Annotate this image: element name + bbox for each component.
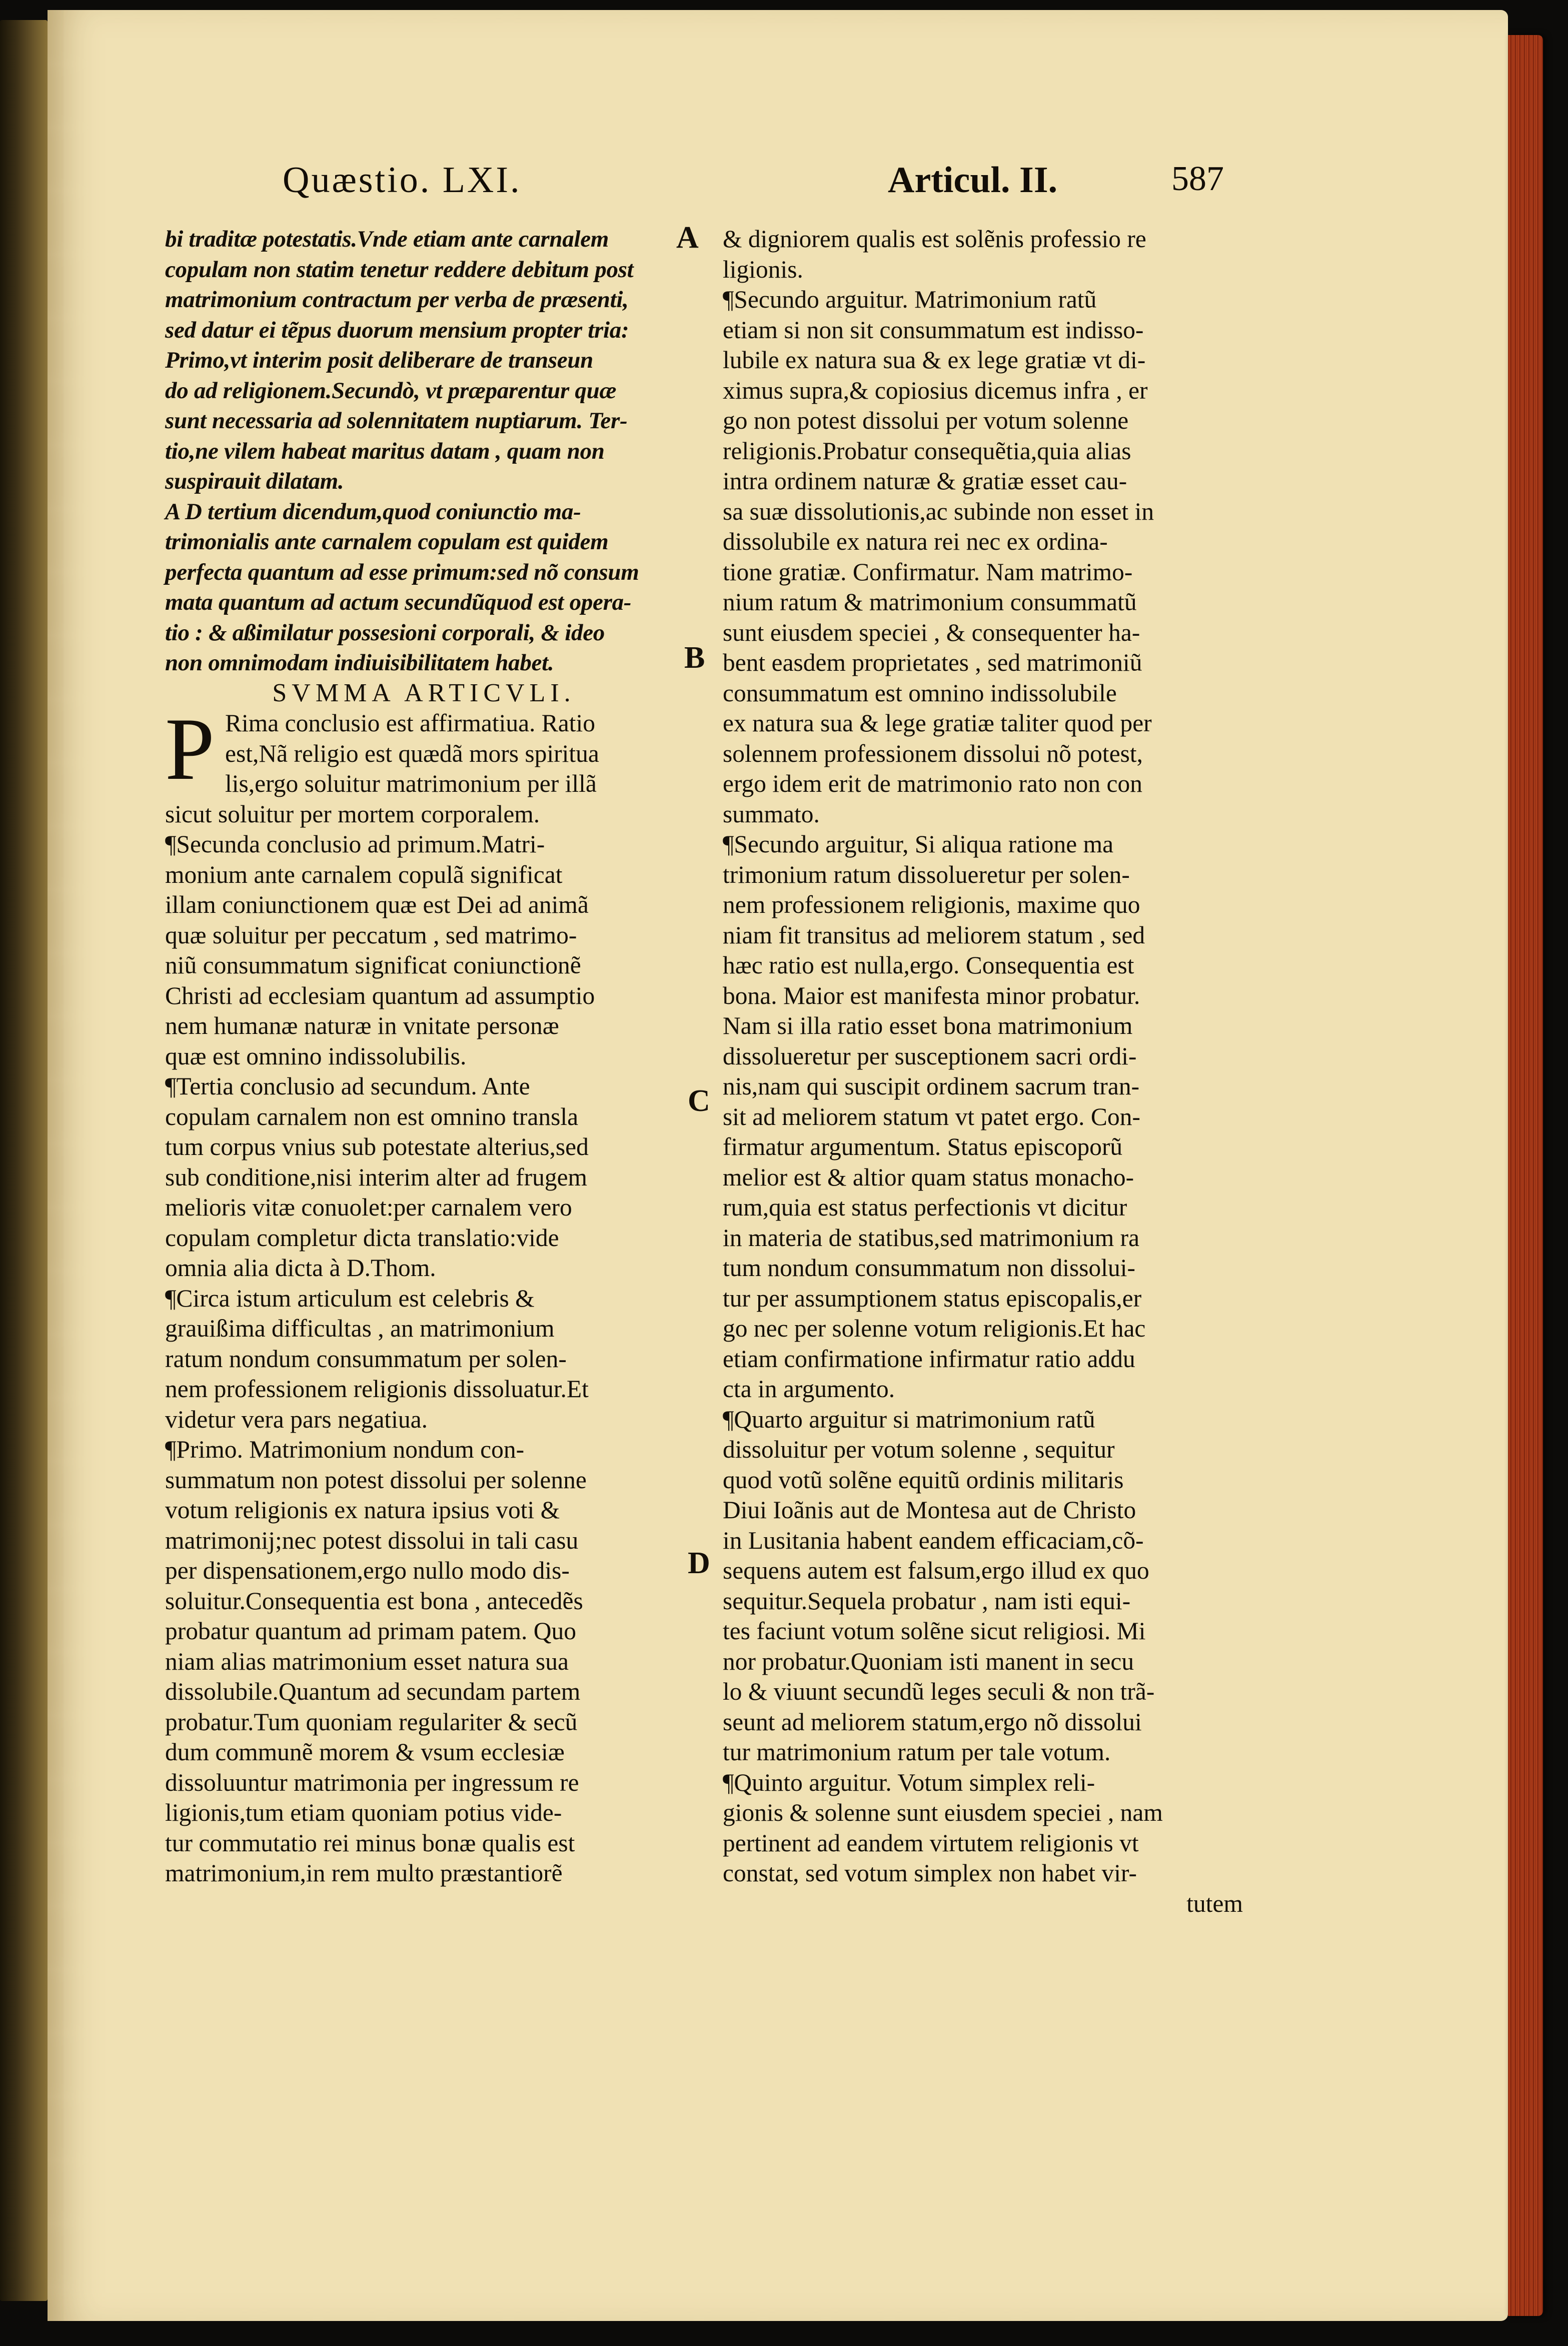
secundo-argument-paragraph-line: summato. <box>723 800 820 828</box>
secundo-alt-argument-paragraph-line: etiam confirmatione infirmatur ratio addu <box>723 1345 1135 1373</box>
ad-tertium-passage <box>165 497 683 678</box>
secundo-argument-paragraph-line: lubile ex natura sua & ex lege gratiæ vt di- <box>723 346 1146 374</box>
secundo-alt-argument-paragraph-line: rum,quia est status perfectionis vt dicitur <box>723 1194 1127 1221</box>
quarto-argument-paragraph-line: in Lusitania habent eandem efficaciam,cõ- <box>723 1526 1144 1554</box>
italic-passage-line: tio,ne vilem habeat maritus datam , quam non <box>165 438 605 464</box>
primo-argument-paragraph-line: ¶Primo. Matrimonium nondum con- <box>165 1436 525 1463</box>
primo-argument-paragraph-line: soluitur.Consequentia est bona , antecedẽs <box>165 1587 583 1615</box>
secundo-argument-paragraph-line: religionis.Probatur consequẽtia,quia alias <box>723 437 1131 465</box>
prima-lines-line: lis,ergo soluitur matrimonium per illã <box>225 770 597 797</box>
secunda-conclusio-paragraph-line: illam coniunctionem quæ est Dei ad animã <box>165 891 589 918</box>
quarto-argument-paragraph-line: tes faciunt votum solẽne sicut religiosi. Mi <box>723 1617 1146 1645</box>
secundo-alt-argument-paragraph-line: niam fit transitus ad meliorem statum , sed <box>723 921 1145 949</box>
secundo-alt-argument-paragraph-line: hæc ratio est nulla,ergo. Consequentia est <box>723 951 1134 979</box>
ad-tertium-passage-line: trimonialis ante carnalem copulam est quidem <box>165 529 609 555</box>
catchword: tutem <box>1186 1889 1243 1917</box>
primo-argument-paragraph <box>165 1435 683 1889</box>
margin-letter-a: A <box>676 221 699 255</box>
primo-argument-paragraph-line: dissolubile.Quantum ad secundam partem <box>165 1678 581 1705</box>
primo-argument-paragraph-line: probatur.Tum quoniam regulariter & secũ <box>165 1708 578 1736</box>
primo-argument-paragraph-line: votum religionis ex natura ipsius voti & <box>165 1496 560 1524</box>
italic-passage-line: matrimonium contractum per verba de præsenti, <box>165 287 629 313</box>
primo-argument-paragraph-line: dissoluuntur matrimonia per ingressum re <box>165 1768 579 1796</box>
primo-argument-paragraph-line: ligionis,tum etiam quoniam potius vide- <box>165 1799 562 1826</box>
prima-lines-line: est,Nã religio est quædã mors spiritua <box>225 739 599 767</box>
secundo-argument-paragraph-line: ex natura sua & lege gratiæ taliter quod per <box>723 709 1152 737</box>
circa-articulum-paragraph-line: nem professionem religionis dissoluatur.Et <box>165 1375 589 1403</box>
italic-passage-line: bi traditæ potestatis.Vnde etiam ante carnalem <box>165 226 609 252</box>
tertia-conclusio-paragraph-line: tum corpus vnius sub potestate alterius,sed <box>165 1133 589 1160</box>
quinto-argument-paragraph-line: ¶Quinto arguitur. Votum simplex reli- <box>723 1768 1095 1796</box>
secundo-argument-paragraph-line: bent easdem proprietates , sed matrimoniũ <box>723 649 1142 676</box>
secunda-conclusio-paragraph-line: nem humanæ naturæ in vnitate personæ <box>165 1012 559 1039</box>
circa-articulum-paragraph-line: ¶Circa istum articulum est celebris & <box>165 1284 535 1312</box>
secundo-argument-paragraph-line: intra ordinem naturæ & gratiæ esset cau- <box>723 467 1127 495</box>
prima-lines-line: Rima conclusio est affirmatiua. Ratio <box>225 709 596 737</box>
secundo-alt-argument-paragraph-line: sit ad meliorem statum vt patet ergo. Con- <box>723 1102 1140 1130</box>
primo-argument-paragraph-line: dum communẽ morem & vsum ecclesiæ <box>165 1738 565 1766</box>
quarto-argument-paragraph-line: nor probatur.Quoniam isti manent in secu <box>723 1647 1134 1675</box>
secundo-alt-argument-paragraph-line: tum nondum consummatum non dissolui- <box>723 1254 1135 1282</box>
secunda-conclusio-paragraph-line: quæ soluitur per peccatum , sed matrimo- <box>165 921 577 949</box>
italic-passage-line: sed datur ei tẽpus duorum mensium propter tria: <box>165 317 629 343</box>
ad-tertium-passage-line: A D tertium dicendum,quod coniunctio ma- <box>165 498 581 525</box>
secundo-alt-argument-paragraph-line: nem professionem religionis, maxime quo <box>723 891 1140 918</box>
secundo-alt-argument-paragraph-line: dissolueretur per susceptionem sacri ordi- <box>723 1042 1137 1070</box>
opening-continuation-line: ligionis. <box>723 255 803 283</box>
ad-tertium-passage-line: non omnimodam indiuisibilitatem habet. <box>165 650 554 676</box>
secunda-conclusio-paragraph-line: niũ consummatum significat coniunctionẽ <box>165 951 581 979</box>
quinto-argument-paragraph-line: gionis & solenne sunt eiusdem speciei , nam <box>723 1799 1163 1826</box>
tertia-conclusio-paragraph-line: omnia alia dicta à D.Thom. <box>165 1254 436 1282</box>
prima-lines-line: sicut soluitur per mortem corporalem. <box>165 800 540 828</box>
running-head-articulus: Articul. II. <box>888 160 1058 201</box>
left-column <box>165 224 683 1889</box>
secundo-alt-argument-paragraph-line: go nec per solenne votum religionis.Et hac <box>723 1315 1146 1342</box>
margin-letter-d: D <box>688 1546 710 1580</box>
secunda-conclusio-paragraph-line: ¶Secunda conclusio ad primum.Matri- <box>165 830 545 858</box>
secunda-conclusio-paragraph-line: quæ est omnino indissolubilis. <box>165 1042 467 1070</box>
secundo-argument-paragraph <box>723 285 1243 829</box>
tertia-conclusio-paragraph-line: ¶Tertia conclusio ad secundum. Ante <box>165 1072 530 1100</box>
quarto-argument-paragraph-line: lo & viuunt secundũ leges seculi & non trã- <box>723 1678 1155 1705</box>
book-spine-edge <box>0 20 48 2301</box>
drop-cap: P <box>165 699 215 798</box>
secundo-argument-paragraph-line: sunt eiusdem speciei , & consequenter ha- <box>723 618 1140 646</box>
quarto-argument-paragraph-line: ¶Quarto arguitur si matrimonium ratũ <box>723 1405 1095 1433</box>
tertia-conclusio-paragraph-line: copulam carnalem non est omnino transla <box>165 1102 579 1130</box>
quinto-argument-paragraph-line: pertinent ad eandem virtutem religionis vt <box>723 1829 1139 1857</box>
circa-articulum-paragraph-line: ratum nondum consummatum per solen- <box>165 1345 567 1373</box>
italic-passage-line: Primo,vt interim posit deliberare de transeun <box>165 347 594 373</box>
summa-articuli-heading: SVMMA ARTICVLI. <box>272 678 576 707</box>
quinto-argument-paragraph <box>723 1768 1243 1889</box>
primo-argument-paragraph-line: tur commutatio rei minus bonæ qualis est <box>165 1829 575 1857</box>
secundo-argument-paragraph-line: nium ratum & matrimonium consummatũ <box>723 588 1137 616</box>
page-number: 587 <box>1171 160 1224 198</box>
secundo-alt-argument-paragraph-line: bona. Maior est manifesta minor probatur. <box>723 981 1140 1009</box>
quarto-argument-paragraph-line: quod votũ solẽne equitũ ordinis militaris <box>723 1466 1124 1494</box>
secundo-alt-argument-paragraph-line: melior est & altior quam status monacho- <box>723 1163 1134 1191</box>
primo-argument-paragraph-line: matrimonij;nec potest dissolui in tali casu <box>165 1526 579 1554</box>
secundo-argument-paragraph-line: consummatum est omnino indissolubile <box>723 679 1117 707</box>
ad-tertium-passage-line: mata quantum ad actum secundũquod est opera- <box>165 589 632 615</box>
secundo-alt-argument-paragraph-line: Nam si illa ratio esset bona matrimonium <box>723 1012 1133 1039</box>
margin-letter-b: B <box>684 641 705 675</box>
secundo-alt-argument-paragraph-line: ¶Secundo arguitur, Si aliqua ratione ma <box>723 830 1114 858</box>
quarto-argument-paragraph-line: sequens autem est falsum,ergo illud ex quo <box>723 1557 1149 1584</box>
secundo-argument-paragraph-line: etiam si non sit consummatum est indisso- <box>723 316 1144 344</box>
primo-argument-paragraph-line: per dispensationem,ergo nullo modo dis- <box>165 1557 570 1584</box>
secunda-conclusio-paragraph-line: monium ante carnalem copulã significat <box>165 860 563 888</box>
ad-tertium-passage-line: perfecta quantum ad esse primum:sed nõ consum <box>165 559 639 585</box>
secunda-conclusio-paragraph <box>165 829 683 1071</box>
opening-continuation <box>723 224 1243 285</box>
opening-continuation-line: & digniorem qualis est solẽnis professio re <box>723 225 1146 253</box>
tertia-conclusio-paragraph <box>165 1071 683 1284</box>
italic-passage <box>165 224 683 497</box>
right-column <box>723 224 1243 1919</box>
ad-tertium-passage-line: tio : & aßimilatur possesioni corporali, & ideo <box>165 619 605 646</box>
prima-conclusio-paragraph <box>165 699 683 829</box>
italic-passage-line: sunt necessaria ad solennitatem nuptiarum. Ter- <box>165 408 628 434</box>
circa-articulum-paragraph-line: videtur vera pars negatiua. <box>165 1405 428 1433</box>
prima-lines <box>165 699 683 829</box>
circa-articulum-paragraph <box>165 1284 683 1435</box>
margin-letter-c: C <box>688 1084 710 1118</box>
primo-argument-paragraph-line: probatur quantum ad primam patem. Quo <box>165 1617 577 1645</box>
quarto-argument-paragraph <box>723 1405 1243 1768</box>
tertia-conclusio-paragraph-line: copulam completur dicta translatio:vide <box>165 1224 559 1252</box>
secundo-alt-argument-paragraph <box>723 829 1243 1405</box>
primo-argument-paragraph-line: matrimonium,in rem multo præstantiorẽ <box>165 1859 563 1887</box>
secundo-argument-paragraph-line: solennem professionem dissolui nõ potest, <box>723 739 1143 767</box>
italic-passage-line: copulam non statim tenetur reddere debitum post <box>165 256 634 283</box>
quinto-argument-paragraph-line: constat, sed votum simplex non habet vir- <box>723 1859 1137 1887</box>
italic-passage-line: do ad religionem.Secundò, vt præparentur quæ <box>165 377 617 404</box>
secundo-argument-paragraph-line: dissolubile ex natura rei nec ex ordina- <box>723 528 1108 555</box>
secundo-alt-argument-paragraph-line: in materia de statibus,sed matrimonium ra <box>723 1224 1140 1252</box>
quarto-argument-paragraph-line: Diui Ioãnis aut de Montesa aut de Christo <box>723 1496 1136 1524</box>
secundo-alt-argument-paragraph-line: tur per assumptionem status episcopalis,er <box>723 1284 1142 1312</box>
quarto-argument-paragraph-line: sequitur.Sequela probatur , nam isti equi- <box>723 1587 1131 1615</box>
italic-passage-line: suspirauit dilatam. <box>165 468 344 494</box>
secundo-argument-paragraph-line: tione gratiæ. Confirmatur. Nam matrimo- <box>723 558 1133 586</box>
running-head-quaestio: Quæstio. LXI. <box>283 160 522 201</box>
secundo-argument-paragraph-line: go non potest dissolui per votum solenne <box>723 407 1129 434</box>
quarto-argument-paragraph-line: tur matrimonium ratum per tale votum. <box>723 1738 1111 1766</box>
tertia-conclusio-paragraph-line: sub conditione,nisi interim alter ad frugem <box>165 1163 588 1191</box>
red-page-edges <box>1508 35 1543 2316</box>
secundo-argument-paragraph-line: sa suæ dissolutionis,ac subinde non esset in <box>723 497 1154 525</box>
tertia-conclusio-paragraph-line: melioris vitæ conuolet:per carnalem vero <box>165 1194 572 1221</box>
primo-argument-paragraph-line: summatum non potest dissolui per solenne <box>165 1466 587 1494</box>
secundo-alt-argument-paragraph-line: nis,nam qui suscipit ordinem sacrum tran- <box>723 1072 1140 1100</box>
secundo-argument-paragraph-line: ¶Secundo arguitur. Matrimonium ratũ <box>723 286 1097 313</box>
circa-articulum-paragraph-line: grauißima difficultas , an matrimonium <box>165 1315 555 1342</box>
quarto-argument-paragraph-line: dissoluitur per votum solenne , sequitur <box>723 1436 1115 1463</box>
secunda-conclusio-paragraph-line: Christi ad ecclesiam quantum ad assumptio <box>165 981 595 1009</box>
secundo-alt-argument-paragraph-line: trimonium ratum dissolueretur per solen- <box>723 860 1130 888</box>
secundo-alt-argument-paragraph-line: firmatur argumentum. Status episcoporũ <box>723 1133 1123 1160</box>
quarto-argument-paragraph-line: seunt ad meliorem statum,ergo nõ dissolui <box>723 1708 1142 1736</box>
primo-argument-paragraph-line: niam alias matrimonium esset natura sua <box>165 1647 569 1675</box>
secundo-alt-argument-paragraph-line: cta in argumento. <box>723 1375 895 1403</box>
secundo-argument-paragraph-line: ximus supra,& copiosius dicemus infra , er <box>723 376 1148 404</box>
secundo-argument-paragraph-line: ergo idem erit de matrimonio rato non con <box>723 770 1142 797</box>
